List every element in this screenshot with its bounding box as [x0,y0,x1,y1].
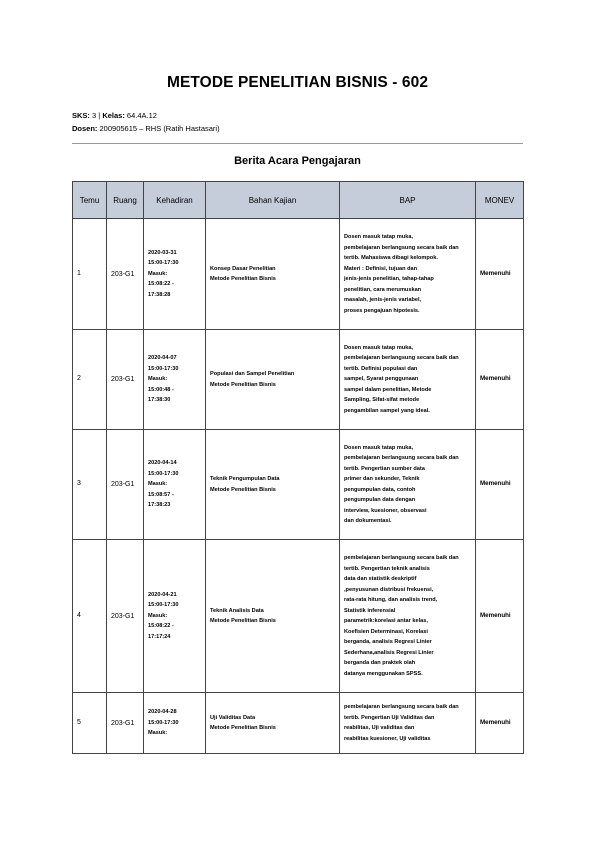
ruang-value: 203-G1 [111,481,135,488]
bahan-line: Populasi dan Sampel Penelitian [210,371,295,377]
bap-line: dan dokumentasi. [344,518,392,524]
bap-line: tertib. Pengertian Uji Validitas dan [344,714,435,721]
table-row [73,219,524,330]
cell-temu [73,330,107,430]
header-monev: MONEV [476,182,524,219]
kelas-value: 64.4A.12 [126,111,157,120]
bap-line: tertib. Mahasiswa dibagi kelompok. [344,255,438,261]
table-row [73,430,524,540]
kehadiran-line: 17:38:23 [148,502,171,509]
cell-bahan-kajian [206,219,340,330]
kehadiran-line: 15:00-17:30 [148,470,179,477]
monev-value: Memenuhi [480,480,511,488]
kehadiran-line: 2020-04-21 [148,591,177,598]
cell-temu [73,693,107,754]
kehadiran-line: 15:00-17:30 [148,365,179,372]
bap-line: parametrik:korelasi antar kelas, [344,618,428,624]
cell-bap [340,430,476,540]
bap-line: reabilitas, Uji validitas dan [344,725,415,731]
sks-value: 3 | [92,111,101,120]
cell-ruang [107,330,144,430]
cell-monev [476,219,524,330]
kehadiran-line: 15:00:48 - [148,386,174,393]
kehadiran-line: 17:38:30 [148,397,171,404]
cell-bap [340,693,476,754]
cell-temu [73,430,107,540]
bap-line: berganda dan praktek olah [344,660,416,666]
cell-monev [476,330,524,430]
bap-line: sampel, Syarat penggunaan [344,376,419,383]
bap-line: berganda, analisis Regresi Linier [344,639,432,645]
kehadiran-line: 2020-04-28 [148,709,177,716]
cell-bap [340,219,476,330]
bap-line: pembelajaran berlangsung secara baik dan [344,355,459,362]
bap-line: Sampling, Sifat-sifat metode [344,397,420,404]
bahan-line: Uji Validitas Data [210,714,256,721]
bap-line: data dan statistik deskriptif [344,576,417,582]
header-temu: Temu [73,182,107,219]
temu-value: 1 [77,269,81,277]
cell-ruang [107,219,144,330]
cell-kehadiran [144,219,206,330]
bap-line: rata-rata hitung, dan analisis trend, [344,597,438,603]
bap-line: Dosen masuk tatap muka, [344,234,414,240]
bap-line: pembelajaran berlangsung secara baik dan [344,455,459,461]
cell-monev [476,430,524,540]
bap-line: pembelajaran berlangsung secara baik dan [344,244,459,251]
kehadiran-line: 2020-04-07 [148,355,177,362]
bap-line: pengumpulan data, contoh [344,486,416,493]
bahan-line: Teknik Analisis Data [210,607,264,614]
table-row [73,540,524,693]
bahan-line: Metode Penelitian Bisnis [210,276,276,282]
cell-bahan-kajian [206,430,340,540]
bap-line: tertib. Pengertian teknik analisis [344,565,430,572]
bap-line: proses pengajuan hipotesis. [344,307,420,314]
ruang-value: 203-G1 [111,376,135,383]
kelas-label: Kelas: [102,111,125,120]
bahan-line: Metode Penelitian Bisnis [210,486,276,493]
temu-value: 2 [77,375,81,383]
kehadiran-line: Masuk: [148,481,168,488]
bap-line: pembelajaran berlangsung secara baik dan [344,704,459,710]
cell-kehadiran [144,430,206,540]
bap-line: interview, kuesioner, observasi [344,507,427,514]
bap-line: ,penyusunan distribusi frekuensi, [344,586,434,593]
kehadiran-line: 15:08:57 - [148,491,174,498]
bap-line: Sederhana,analisis Regresi Linier [344,649,434,656]
cell-kehadiran [144,330,206,430]
bap-line: Koefisien Determinasi, Korelasi [344,628,428,635]
cell-ruang [107,693,144,754]
ruang-value: 203-G1 [111,612,135,620]
header-bahan-kajian: Bahan Kajian [206,182,340,219]
bap-line: Statistik inferensial [344,607,396,614]
monev-value: Memenuhi [480,269,511,277]
cell-bap [340,330,476,430]
kehadiran-line: 17:17:24 [148,633,171,640]
kehadiran-line: 15:08:22 - [148,281,174,288]
monev-value: Memenuhi [480,718,511,726]
kehadiran-line: Masuk: [148,270,168,277]
cell-bahan-kajian [206,540,340,693]
bahan-line: Metode Penelitian Bisnis [210,381,276,388]
kehadiran-line: 15:08:22 - [148,623,174,630]
kehadiran-line: 15:00-17:30 [148,260,179,267]
bap-table [72,181,524,754]
bap-line: pembelajaran berlangsung secara baik dan [344,555,459,561]
bap-line: datanya menggunakan SPSS. [344,670,423,677]
dosen-value: 200905615 – RHS (Ratih Hastasari) [99,124,220,133]
bap-line: jenis-jenis penelitian, tahap-tahap [344,276,434,282]
cell-ruang [107,540,144,693]
table-row [73,693,524,754]
kehadiran-line: 2020-04-14 [148,460,177,467]
bap-line: reabilitas kuesioner, Uji validitas [344,735,431,742]
dosen-line [72,124,220,133]
bap-line: sampel dalam penelitian, Metode [344,386,432,393]
dosen-label: Dosen: [72,124,98,133]
kehadiran-line: Masuk: [148,612,168,619]
bahan-line: Metode Penelitian Bisnis [210,618,276,624]
cell-ruang [107,430,144,540]
table-header-row [73,182,524,219]
cell-bap [340,540,476,693]
bap-line: pengumpulan data dengan [344,497,416,503]
header-ruang: Ruang [107,182,144,219]
bap-line: tertib. Definisi populasi dan [344,365,418,372]
bahan-line: Teknik Pengumpulan Data [210,476,280,482]
bap-line: masalah, jenis-jenis variabel, [344,297,422,303]
monev-value: Memenuhi [480,611,511,619]
table-row [73,330,524,430]
cell-monev [476,540,524,693]
bap-line: tertib. Pengertian sumber data [344,465,425,472]
cell-bahan-kajian [206,330,340,430]
ruang-value: 203-G1 [111,719,135,727]
bahan-line: Konsep Dasar Penelitian [210,265,276,272]
monev-value: Memenuhi [480,375,511,383]
kehadiran-line: 15:00-17:30 [148,602,179,609]
cell-kehadiran [144,693,206,754]
cell-bahan-kajian [206,693,340,754]
divider [72,143,523,144]
sks-kelas-line [72,111,157,120]
cell-temu [73,540,107,693]
temu-value: 4 [77,611,81,619]
kehadiran-line: 17:38:28 [148,291,171,298]
bap-line: Dosen masuk tatap muka, [344,444,414,451]
header-bap: BAP [340,182,476,219]
document-title: METODE PENELITIAN BISNIS - 602 [166,74,429,91]
bap-line: pengambilan sampel yang ideal. [344,407,430,414]
kehadiran-line: Masuk: [148,730,168,737]
section-title: Berita Acara Pengajaran [234,155,361,167]
kehadiran-line: 15:00-17:30 [148,719,179,726]
temu-value: 5 [77,718,81,726]
ruang-value: 203-G1 [111,270,135,278]
kehadiran-line: 2020-03-31 [148,249,177,256]
sks-label: SKS: [72,111,90,120]
bap-line: penelitian, cara merumuskan [344,286,422,293]
bap-line: Dosen masuk tatap muka, [344,344,414,351]
temu-value: 3 [77,480,81,488]
cell-monev [476,693,524,754]
cell-kehadiran [144,540,206,693]
bahan-line: Metode Penelitian Bisnis [210,725,276,731]
bap-line: Materi : Definisi, tujuan dan [344,265,418,272]
header-kehadiran: Kehadiran [144,182,206,219]
cell-temu [73,219,107,330]
bap-line: primer dan sekunder, Teknik [344,476,420,482]
kehadiran-line: Masuk: [148,376,168,383]
